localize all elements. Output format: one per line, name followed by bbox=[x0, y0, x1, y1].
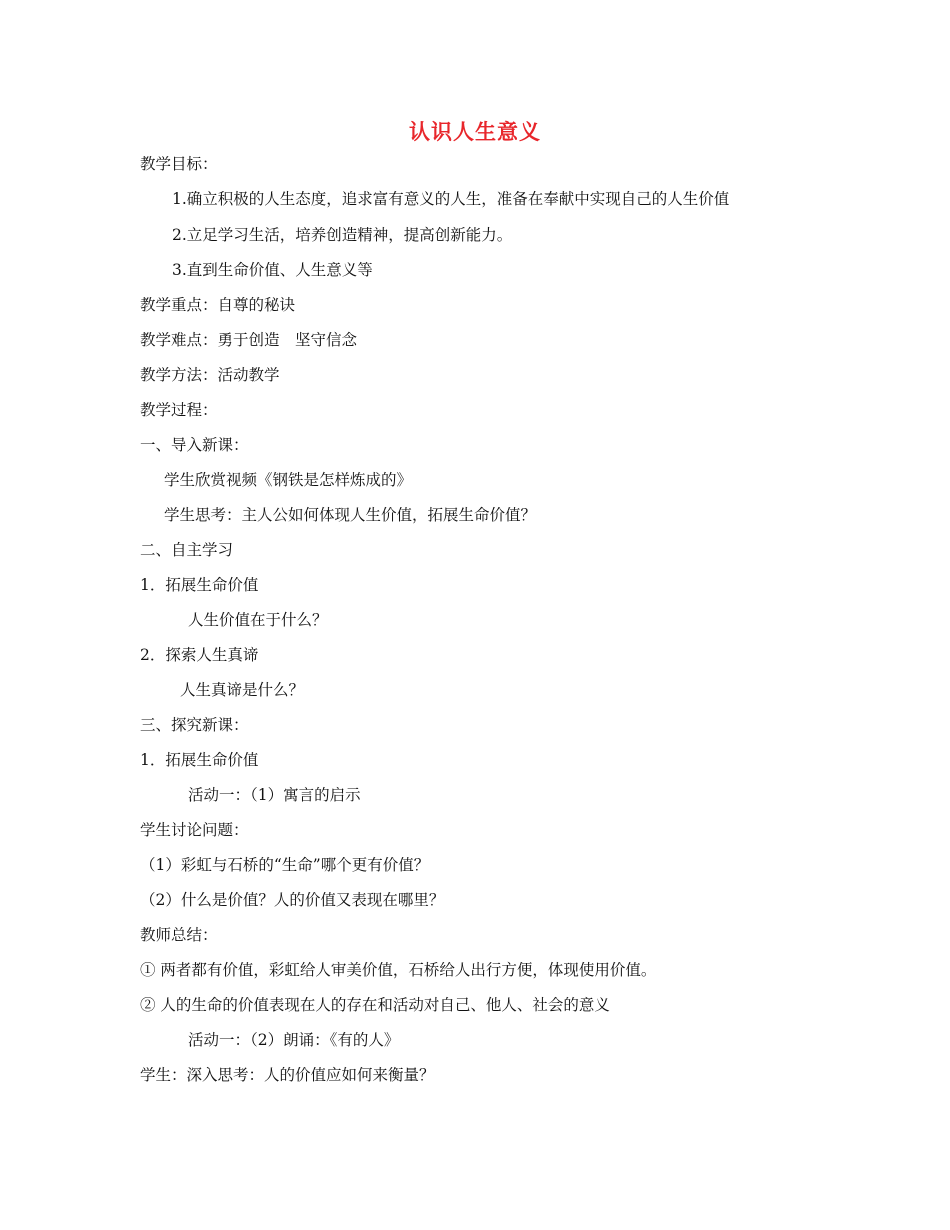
text-line: 2.立足学习生活，培养创造精神，提高创新能力。 bbox=[172, 226, 513, 244]
text-line: 1．拓展生命价值 bbox=[140, 751, 259, 769]
text-line: 教学目标： bbox=[140, 155, 218, 173]
text-line: 教学方法：活动教学 bbox=[140, 366, 280, 384]
document-title: 认识人生意义 bbox=[409, 120, 541, 144]
text-line: 一、导入新课： bbox=[140, 436, 249, 454]
text-line: 人生真谛是什么？ bbox=[180, 681, 305, 699]
text-line: 学生思考：主人公如何体现人生价值，拓展生命价值？ bbox=[164, 506, 537, 524]
text-line: ① 两者都有价值，彩虹给人审美价值，石桥给人出行方便，体现使用价值。 bbox=[140, 961, 657, 979]
text-line: ② 人的生命的价值表现在人的存在和活动对自己、他人、社会的意义 bbox=[140, 996, 610, 1014]
text-line: 活动一：（2）朗诵：《有的人》 bbox=[188, 1031, 400, 1049]
text-line: 三、探究新课： bbox=[140, 716, 249, 734]
text-line: 二、自主学习 bbox=[140, 541, 234, 559]
text-line: 教学重点：自尊的秘诀 bbox=[140, 296, 296, 314]
text-line: 学生讨论问题： bbox=[140, 821, 249, 839]
text-line: 2．探索人生真谛 bbox=[140, 646, 259, 664]
text-line: 教学难点：勇于创造 坚守信念 bbox=[140, 331, 358, 349]
text-line: 1．拓展生命价值 bbox=[140, 576, 259, 594]
text-line: 3.直到生命价值、人生意义等 bbox=[172, 261, 373, 279]
text-line: 学生欣赏视频《钢铁是怎样炼成的》 bbox=[164, 471, 413, 489]
text-line: 活动一：（1）寓言的启示 bbox=[188, 786, 361, 804]
text-line: 人生价值在于什么？ bbox=[188, 611, 328, 629]
text-line: 学生：深入思考：人的价值应如何来衡量？ bbox=[140, 1066, 435, 1084]
text-line: 教师总结： bbox=[140, 926, 218, 944]
text-line: （2）什么是价值？人的价值又表现在哪里？ bbox=[140, 891, 445, 909]
text-line: 教学过程： bbox=[140, 401, 218, 419]
text-line: 1.确立积极的人生态度，追求富有意义的人生，准备在奉献中实现自己的人生价值 bbox=[172, 190, 730, 208]
text-line: （1）彩虹与石桥的“生命”哪个更有价值？ bbox=[140, 856, 430, 874]
